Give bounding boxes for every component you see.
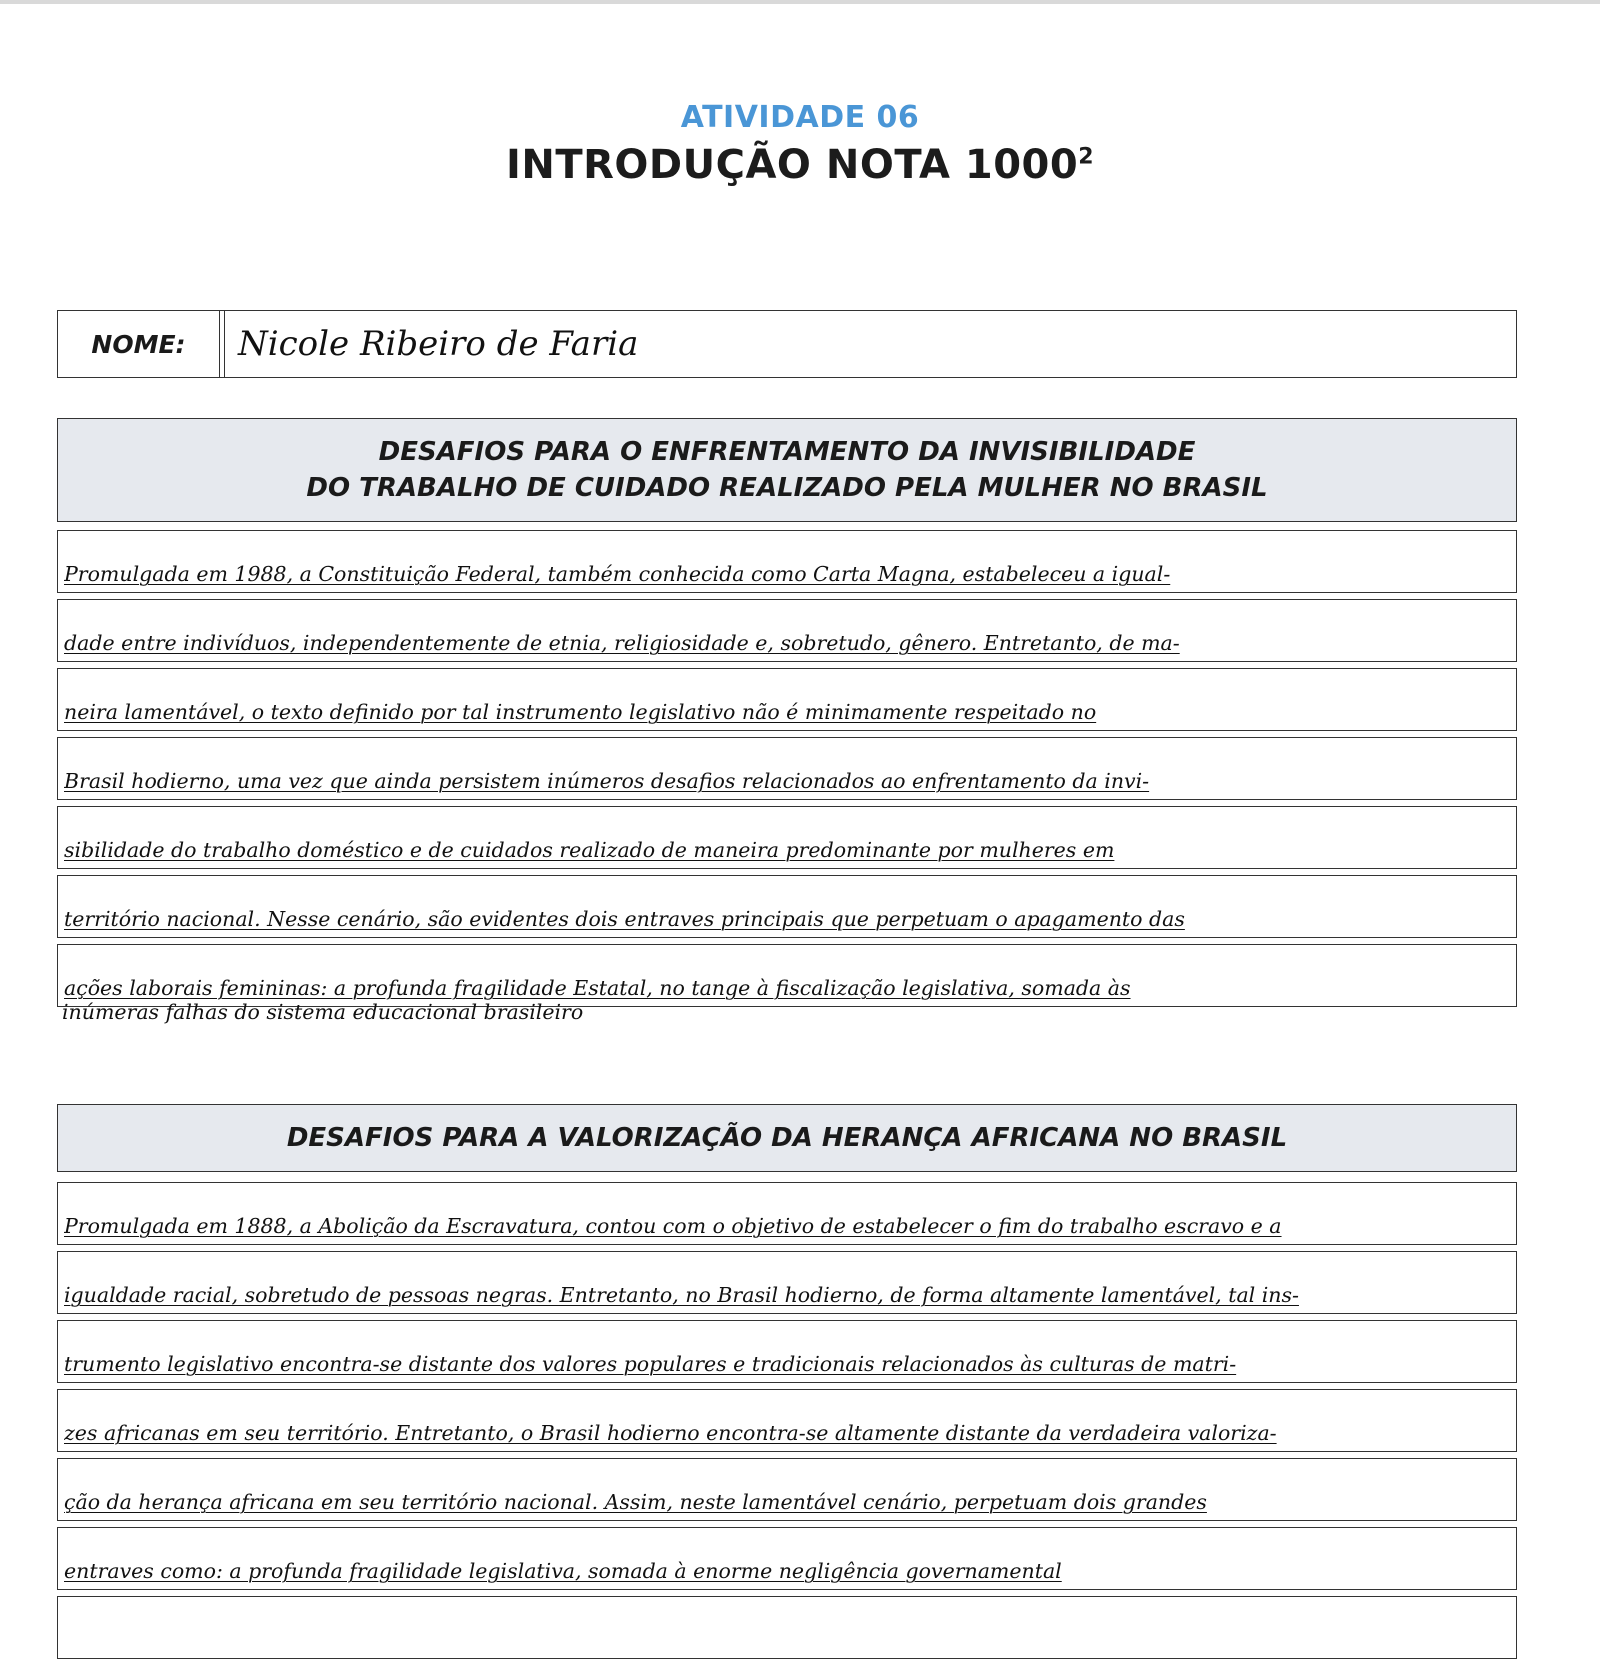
writing-line[interactable] [57,668,1517,731]
writing-line[interactable] [57,1251,1517,1314]
writing-line[interactable] [57,1527,1517,1590]
page-title-superscript: 2 [1078,144,1095,170]
section1-title-line1: DESAFIOS PARA O ENFRENTAMENTO DA INVISIBILIDADE [378,437,1196,467]
writing-line[interactable] [57,1182,1517,1245]
handwritten-text: Promulgada em 1988, a Constituição Federal, também conhecida como Carta Magna, estabeleceu a igual- [64,562,1171,586]
handwritten-text: território nacional. Nesse cenário, são evidentes dois entraves principais que perpetuam o apagamento das [64,907,1185,931]
writing-line[interactable] [57,1458,1517,1521]
name-label: NOME: [58,311,220,377]
handwritten-text: ção da herança africana em seu território nacional. Assim, neste lamentável cenário, perpetuam dois grandes [64,1490,1207,1514]
scan-edge [0,0,1600,4]
writing-line[interactable] [57,530,1517,593]
handwritten-text: sibilidade do trabalho doméstico e de cuidados realizado de maneira predominante por mulheres em [64,838,1115,862]
name-value[interactable]: Nicole Ribeiro de Faria [238,324,639,364]
writing-line[interactable] [57,1320,1517,1383]
section1-writing-lines [57,530,1517,1013]
handwritten-text: zes africanas em seu território. Entretanto, o Brasil hodierno encontra-se altamente distante da verdadeira valoriza- [64,1421,1277,1445]
section2-title-line1: DESAFIOS PARA A VALORIZAÇÃO DA HERANÇA AFRICANA NO BRASIL [286,1123,1288,1153]
section2-writing-lines [57,1182,1517,1665]
page-title-text: INTRODUÇÃO NOTA 1000 [505,142,1079,188]
activity-label: ATIVIDADE 06 [680,100,920,135]
handwritten-text: Brasil hodierno, uma vez que ainda persistem inúmeros desafios relacionados ao enfrentamento da invi- [64,769,1150,793]
handwritten-text: ações laborais femininas: a profunda fragilidade Estatal, no tange à fiscalização legislativa, somada às [64,976,1131,1000]
writing-line[interactable] [57,875,1517,938]
page-title [0,142,1600,188]
section1-title [57,418,1517,522]
section2-title [57,1104,1517,1172]
writing-line[interactable] [57,1389,1517,1452]
writing-line[interactable] [57,737,1517,800]
handwritten-text: Promulgada em 1888, a Abolição da Escravatura, contou com o objetivo de estabelecer o fim do trabalho escravo e a [64,1214,1282,1238]
handwritten-text: dade entre indivíduos, independentemente de etnia, religiosidade e, sobretudo, gênero. Entretanto, de ma- [64,631,1180,655]
handwritten-text: trumento legislativo encontra-se distante dos valores populares e tradicionais relacionados às culturas de matri- [64,1352,1237,1376]
section1-title-line2: DO TRABALHO DE CUIDADO REALIZADO PELA MULHER NO BRASIL [306,473,1268,503]
handwritten-text: neira lamentável, o texto definido por tal instrumento legislativo não é minimamente respeitado no [64,700,1097,724]
handwritten-text: entraves como: a profunda fragilidade legislativa, somada à enorme negligência governamental [64,1559,1062,1583]
handwritten-text: igualdade racial, sobretudo de pessoas negras. Entretanto, no Brasil hodierno, de forma altamente lamentável, tal ins- [64,1283,1299,1307]
handwritten-overflow-text: inúmeras falhas do sistema educacional brasileiro [62,1000,584,1024]
writing-line[interactable] [57,806,1517,869]
writing-line[interactable] [57,599,1517,662]
writing-line[interactable] [57,1596,1517,1659]
writing-line[interactable] [57,944,1517,1007]
name-field[interactable] [57,310,1517,378]
